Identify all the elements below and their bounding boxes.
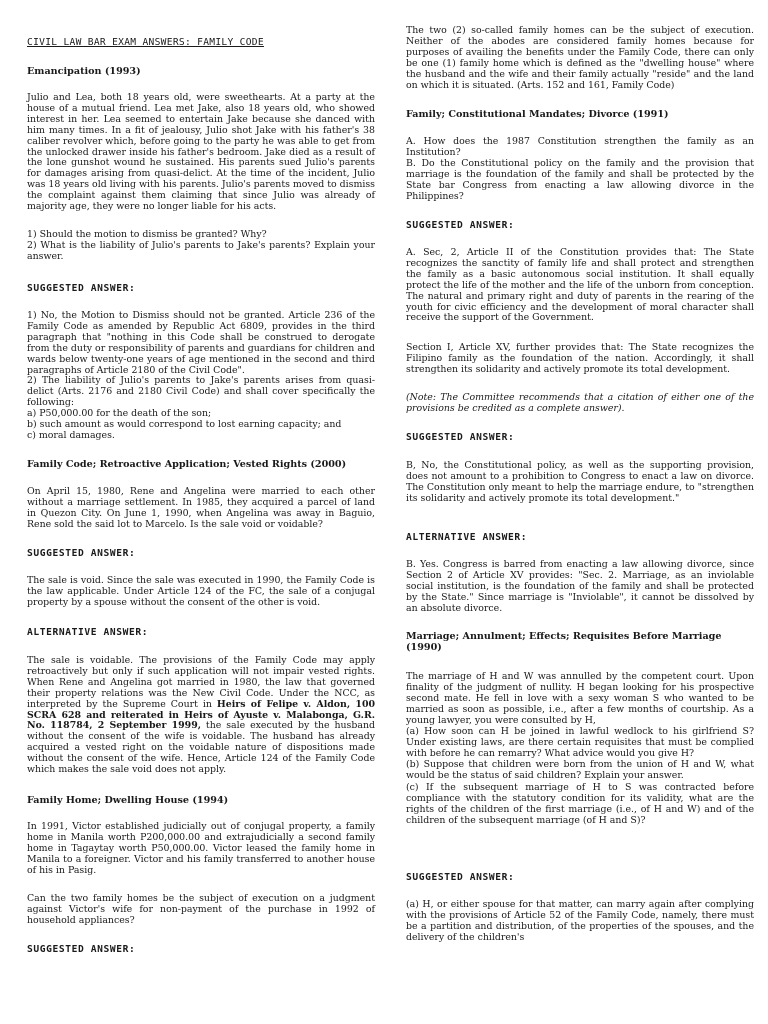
question-item: 1) Should the motion to dismiss be granted? Why?: [27, 229, 267, 240]
alternative-answer-label: ALTERNATIVE ANSWER:: [27, 627, 149, 638]
case-citation: Heirs of Felipe v. Aldon, 100 SCRA 628 and reiterated in Heirs of Ayuste v. Malabonga, G.R. No. 118784, 2 September 1999,: [27, 698, 375, 732]
question-item: B. Do the Constitutional policy on the family and the provision that marriage is the foundation of the family and shall be protected by the State bar Congress from enacting a law allowing divorce in the Philippines?: [406, 158, 754, 202]
section-heading-marriage: Marriage; Annulment; Effects; Requisites Before Marriage (1990): [406, 631, 722, 653]
answer-paragraph: Section I, Article XV, further provides that: The State recognizes the Filipino family as the foundation of the nation. Accordingly, it shall strengthen its solidarity and actively promote its total development.: [406, 342, 754, 375]
section-heading-emancipation: Emancipation (1993): [27, 66, 141, 77]
answer-list-item: c) moral damages.: [27, 430, 115, 441]
answer-paragraph: The sale is voidable. The provisions of the Family Code may apply retroactively but only if such application will not impair vested rights. When Rene and Angelina got married in 1980, the law that governed their property relations was the New Civil Code. Under the NCC, as interpreted by the Supreme Court in Heirs of Felipe v. Aldon, 100 SCRA 628 and reiterated in Heirs of Ayuste v. Malabonga, G.R. No. 118784, 2 September 1999, the sale executed by the husband without the consent of the wife is voidable. The husband has already acquired a vested right on the voidable nature of dispositions made without the consent of the wife. Hence, Article 124 of the Family Code which makes the sale void does not apply.: [27, 655, 375, 776]
answer-paragraph: 1) No, the Motion to Dismiss should not be granted. Article 236 of the Family Code as amended by Republic Act 6809, provides in the third paragraph that "nothing in this Code shall be construed to derogate from the duty or responsibility of parents and guardians for children and wards below twenty-one years of age mentioned in the second and third paragraphs of Article 2180 of the Civil Code".: [27, 310, 375, 376]
section-heading-retroactive: Family Code; Retroactive Application; Vested Rights (2000): [27, 459, 347, 470]
answer-paragraph: 2) The liability of Julio's parents to Jake's parents arises from quasi-delict (Arts. 2176 and 2180 Civil Code) and shall cover specifically the following:: [27, 375, 375, 408]
suggested-answer-label: SUGGESTED ANSWER:: [406, 220, 515, 231]
question-paragraph: On April 15, 1980, Rene and Angelina were married to each other without a marriage settlement. In 1985, they acquired a parcel of land in Quezon City. On June 1, 1990, when Angelina was away in Baguio, Rene sold the said lot to Marcelo. Is the sale void or voidable?: [27, 486, 375, 530]
question-paragraph: The marriage of H and W was annulled by the competent court. Upon finality of the judgment of nullity. H began looking for his prospective second mate. He fell in love with a sexy woman S who wanted to be married as soon as possible, i.e., after a few months of courtship. As a young lawyer, you were consulted by H,: [406, 671, 754, 726]
suggested-answer-label: SUGGESTED ANSWER:: [27, 944, 136, 955]
question-paragraph: Can the two family homes be the subject of execution on a judgment against Victor's wife for non-payment of the purchase in 1992 of household appliances?: [27, 893, 375, 926]
answer-paragraph: (a) H, or either spouse for that matter, can marry again after complying with the provisions of Article 52 of the Family Code, namely, there must be a partition and distribution, of the properties of the spouses, and the delivery of the children's: [406, 899, 754, 943]
suggested-answer-label: SUGGESTED ANSWER:: [27, 548, 136, 559]
committee-note: (Note: The Committee recommends that a citation of either one of the provisions be credited as a complete answer).: [406, 392, 754, 414]
answer-list-item: b) such amount as would correspond to lost earning capacity; and: [27, 419, 342, 430]
section-heading-family-home: Family Home; Dwelling House (1994): [27, 795, 229, 806]
answer-list-item: a) P50,000.00 for the death of the son;: [27, 408, 212, 419]
question-item: 2) What is the liability of Julio's parents to Jake's parents? Explain your answer.: [27, 240, 375, 262]
answer-paragraph: The sale is void. Since the sale was executed in 1990, the Family Code is the law applicable. Under Article 124 of the FC, the sale of a conjugal property by a spouse without the consent of the other is void.: [27, 575, 375, 608]
alternative-answer-label: ALTERNATIVE ANSWER:: [406, 532, 528, 543]
question-item: (a) How soon can H be joined in lawful wedlock to his girlfriend S? Under existing laws, are there certain requisites that must be complied with before he can remarry? What advice would you give H?: [406, 726, 754, 759]
question-paragraph: In 1991, Victor established judicially out of conjugal property, a family home in Manila worth P200,000.00 and extrajudicially a second family home in Tagaytay worth P50,000.00. Victor leased the family home in Manila to a foreigner. Victor and his family transferred to another house of his in Pasig.: [27, 821, 375, 876]
answer-paragraph: The two (2) so-called family homes can be the subject of execution. Neither of the abodes are considered family homes because for purposes of availing the benefits under the Family Code, there can only be one (1) family home which is defined as the "dwelling house" where the husband and the wife and their family actually "reside" and the land on which it is situated. (Arts. 152 and 161, Family Code): [406, 25, 754, 91]
question-item: A. How does the 1987 Constitution strengthen the family as an Institution?: [406, 136, 754, 158]
suggested-answer-label: SUGGESTED ANSWER:: [406, 872, 515, 883]
suggested-answer-label: SUGGESTED ANSWER:: [406, 432, 515, 443]
answer-paragraph: B. Yes. Congress is barred from enacting a law allowing divorce, since Section 2 of Article XV provides: "Sec. 2. Marriage, as an inviolable social institution, is the foundation of the family and shall be protected by the State." Since marriage is "Inviolable", it cannot be dissolved by an absolute divorce.: [406, 559, 754, 614]
question-paragraph: Julio and Lea, both 18 years old, were sweethearts. At a party at the house of a mutual friend. Lea met Jake, also 18 years old, who showed interest in her. Lea seemed to entertain Jake because she danced with him many times. In a fit of jealousy, Julio shot Jake with his father's 38 caliber revolver which, before going to the party he was able to get from the unlocked drawer inside his father's bedroom. Jake died as a result of the lone gunshot wound he sustained. His parents sued Julio's parents for damages arising from quasi-delict. At the time of the incident, Julio was 18 years old living with his parents. Julio's parents moved to dismiss the complaint against them claiming that since Julio was already of majority age, they were no longer liable for his acts.: [27, 92, 375, 213]
document-title: CIVIL LAW BAR EXAM ANSWERS: FAMILY CODE: [27, 37, 264, 48]
suggested-answer-label: SUGGESTED ANSWER:: [27, 283, 136, 294]
question-item: (b) Suppose that children were born from the union of H and W, what would be the status of said children? Explain your answer.: [406, 759, 754, 781]
question-item: (c) If the subsequent marriage of H to S was contracted before compliance with the statutory condition for its validity, what are the rights of the children of the first marriage (i.e., of H and W) and of the children of the subsequent marriage (of H and S)?: [406, 782, 754, 826]
answer-paragraph: B, No, the Constitutional policy, as well as the supporting provision, does not amount to a prohibition to Congress to enact a law on divorce. The Constitution only meant to help the marriage endure, to "strengthen its solidarity and actively promote its total development.": [406, 460, 754, 504]
section-heading-constitutional: Family; Constitutional Mandates; Divorce (1991): [406, 109, 669, 120]
answer-paragraph: A. Sec, 2, Article II of the Constitution provides that: The State recognizes the sanctity of family life and shall protect and strengthen the family as a basic autonomous social institution. It shall equally protect the life of the mother and the life of the unborn from conception. The natural and primary right and duty of parents in the rearing of the youth for civic efficiency and the development of moral character shall receive the support of the Government.: [406, 247, 754, 324]
